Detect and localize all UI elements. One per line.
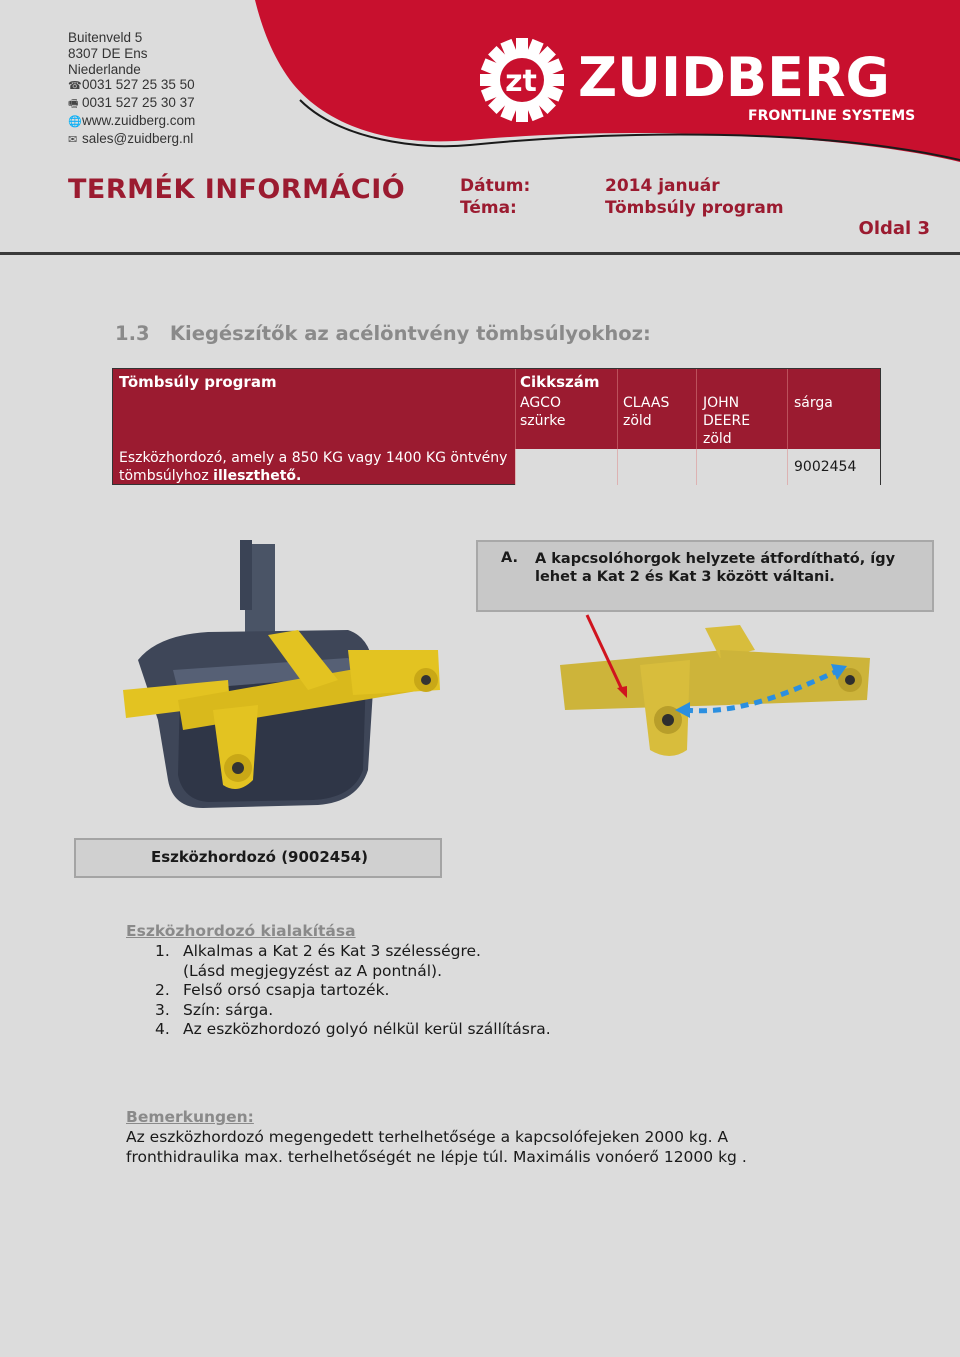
table-divider — [696, 369, 697, 485]
section-number: 1.3 — [115, 322, 150, 345]
svg-text:zt: zt — [505, 64, 537, 99]
design-list — [155, 942, 551, 1040]
remarks-text: Az eszközhordozó megengedett terhelhetősége a kapcsolófejeken 2000 kg. A fronthidraulika max. terhelhetőségét ne lépje túl. Maximális vonóerő 12000 kg . — [126, 1128, 747, 1166]
fax-line — [68, 95, 195, 113]
product-code: 9002454 — [794, 459, 857, 475]
website-line — [68, 113, 195, 131]
address-line: 8307 DE Ens — [68, 45, 148, 61]
note-a-label: A. — [501, 550, 518, 566]
date-value: 2014 január — [605, 176, 720, 196]
email-line — [68, 131, 195, 149]
note-a-box — [476, 540, 934, 612]
phone-number: 0031 527 25 35 50 — [82, 77, 195, 93]
page-header — [0, 0, 960, 255]
phone-icon: ☎ — [68, 80, 82, 93]
document-title: TERMÉK INFORMÁCIÓ — [68, 174, 406, 205]
mail-icon: ✉ — [68, 133, 78, 146]
address-line: Buitenveld 5 — [68, 30, 143, 45]
section-heading — [115, 322, 651, 345]
list-item: (Lásd megjegyzést az A pontnál). — [183, 961, 443, 980]
product-photo-mounted — [118, 540, 448, 815]
brand-name: ZUIDBERG — [578, 46, 890, 109]
table-code-row-bg — [515, 449, 787, 485]
address-line: Niederlande — [68, 61, 141, 77]
variant-claas: CLAAS zöld — [623, 395, 670, 429]
product-table — [112, 368, 881, 485]
list-item: 1. Alkalmas a Kat 2 és Kat 3 szélességre. — [155, 942, 481, 960]
list-item: 3. Szín: sárga. — [155, 1000, 274, 1019]
list-item: 4. Az eszközhordozó golyó nélkül kerül szállításra. — [155, 1020, 551, 1039]
list-item: 2. Felső orsó csapja tartozék. — [155, 981, 390, 1000]
globe-icon: 🌐 — [68, 115, 82, 128]
product-photo-detail — [555, 610, 875, 770]
gear-logo-icon — [480, 38, 564, 122]
company-address — [68, 30, 195, 149]
variant-agco: AGCO szürke — [520, 395, 566, 429]
note-a-text: A kapcsolóhorgok helyzete átfordítható, így lehet a Kat 2 és Kat 3 között váltani. — [535, 551, 896, 585]
design-heading: Eszközhordozó kialakítása — [126, 922, 356, 940]
fax-icon: 🖷 — [68, 98, 79, 111]
photo-caption-box — [74, 838, 442, 878]
email-link[interactable]: sales@zuidberg.nl — [82, 130, 194, 146]
variant-john-deere: JOHN DEERE zöld — [703, 395, 751, 447]
table-divider — [787, 369, 788, 485]
brand-tagline: FRONTLINE SYSTEMS — [748, 108, 916, 124]
fax-number: 0031 527 25 30 37 — [82, 95, 195, 111]
variant-yellow: sárga — [794, 395, 833, 411]
col-header-program: Tömbsúly program — [119, 373, 277, 391]
section-title: Kiegészítők az acélöntvény tömbsúlyokhoz: — [169, 322, 651, 345]
remarks-heading: Bemerkungen: — [126, 1108, 254, 1126]
page-number: Oldal 3 — [858, 218, 930, 239]
phone-line — [68, 77, 195, 95]
date-label: Dátum: — [460, 176, 531, 196]
topic-value: Tömbsúly program — [605, 198, 784, 218]
header-divider — [0, 252, 960, 255]
col-header-code: Cikkszám — [520, 373, 600, 391]
photo-caption: Eszközhordozó (9002454) — [151, 848, 368, 866]
table-divider — [515, 369, 516, 485]
table-divider — [617, 369, 618, 485]
website-link[interactable]: www.zuidberg.com — [82, 112, 196, 128]
product-description: Eszközhordozó, amely a 850 KG vagy 1400 KG öntvény tömbsúlyhoz illeszthető. — [119, 450, 508, 484]
topic-label: Téma: — [460, 198, 517, 218]
